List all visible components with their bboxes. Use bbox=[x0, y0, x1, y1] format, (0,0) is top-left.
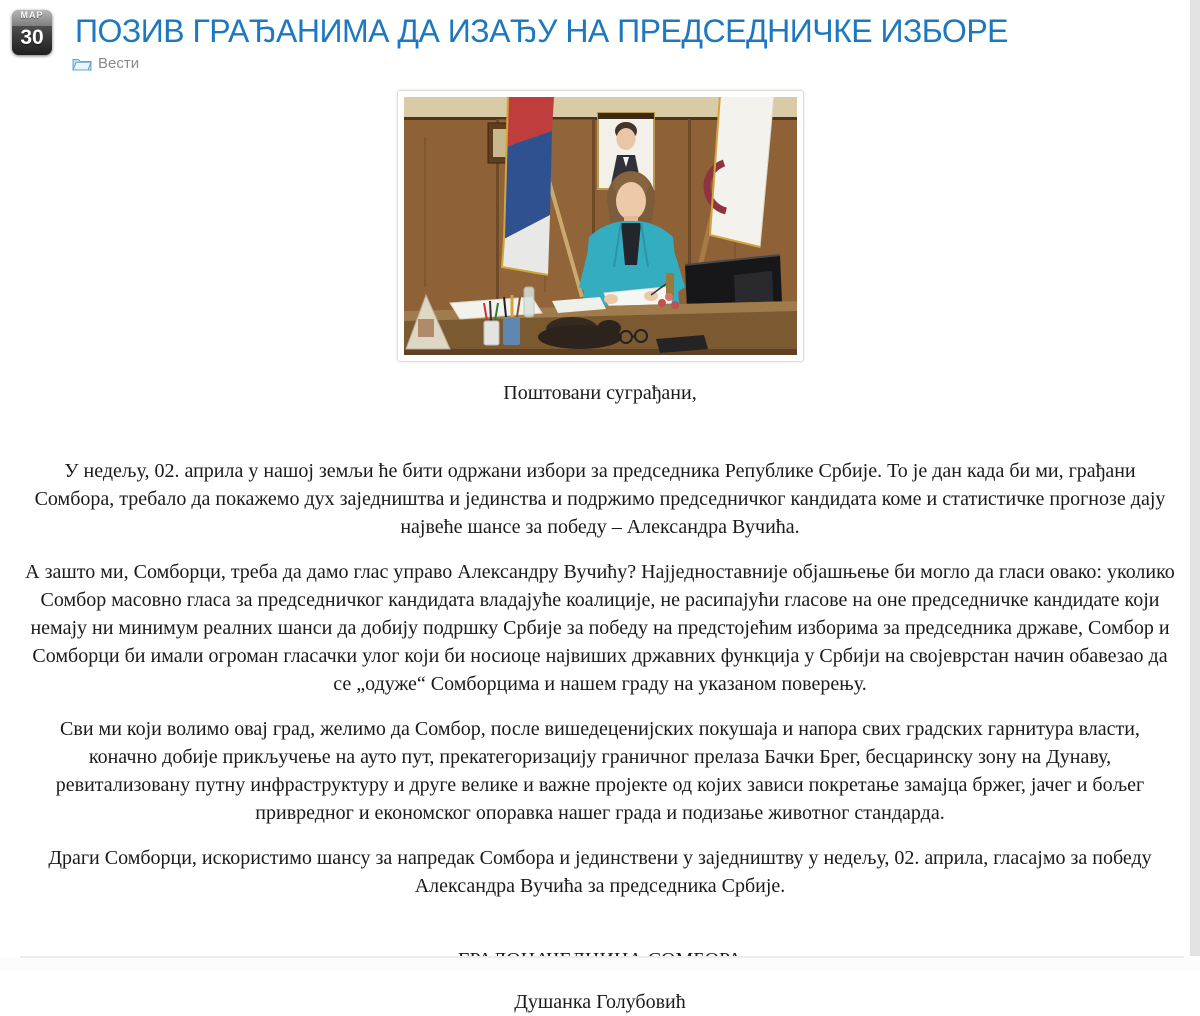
folder-icon bbox=[72, 56, 92, 71]
date-badge-day: 30 bbox=[12, 26, 52, 55]
paragraph-4: Драги Сомборци, искористимо шансу за напредак Сомбора и јединствени у заједништву у недељу, 02. априла, гласајмо за победу Александра Вучића за председника Србије. bbox=[48, 847, 1152, 897]
article-photo bbox=[397, 90, 804, 362]
footer-area bbox=[0, 958, 1200, 971]
category-row bbox=[72, 55, 1200, 72]
category-label[interactable]: Вести bbox=[98, 55, 140, 72]
page-edge-strip bbox=[1190, 0, 1200, 956]
post-title[interactable]: ПОЗИВ ГРАЂАНИМА ДА ИЗАЂУ НА ПРЕДСЕДНИЧКЕ ИЗБОРЕ bbox=[75, 13, 1008, 49]
post-header bbox=[0, 0, 1200, 78]
date-badge bbox=[12, 10, 52, 55]
paragraph-1: У недељу, 02. априла у нашој земљи ће бити одржани избори за председника Републике Србије. То је дан када би ми, грађани Сомбора, требало да покажемо дух заједништва и јединства и подржимо председничког кандидата коме и статистичке прогнозе дају највеће шансе за победу – Александра Вучића. bbox=[34, 460, 1166, 538]
article-body bbox=[0, 379, 1200, 1016]
date-badge-month: МАР bbox=[12, 10, 52, 26]
paragraph-3: Сви ми који волимо овај град, желимо да Сомбор, после вишедеценијских покушаја и напора свих градских гарнитура власти, коначно добије прикључење на ауто пут, прекатегоризацију граничног прелаза Бачки Брег, бесцаринску зону на Дунаву, ревитализовану путну инфраструктуру и друге велике и важне пројекте од којих зависи покретање замајца бржег, јачег и бољег привредног и економског опоравка нашег града и подизање животног стандарда. bbox=[55, 718, 1145, 824]
signature-name: Душанка Голубовић bbox=[514, 991, 686, 1013]
greeting: Поштовани суграђани, bbox=[503, 382, 697, 404]
paragraph-2: А зашто ми, Сомборци, треба да дамо глас управо Александру Вучићу? Најједноставније објашњење би могло да гласи овако: уколико Сомбор масовно гласа за председничког кандидата владајуће коалиције, не расипајући гласове на оне председничке кандидате који немају ни минимум реалних шанси да добију подршку Србије за победу на предстојећим изборима за председника државе, Сомбор и Сомборци би имали огроман гласачки улог који би носиоце највиших државних функција у Србији на својеврстан начин обавезао да се „одуже“ Сомборцима и нашем граду на указаном поверењу. bbox=[25, 561, 1175, 695]
